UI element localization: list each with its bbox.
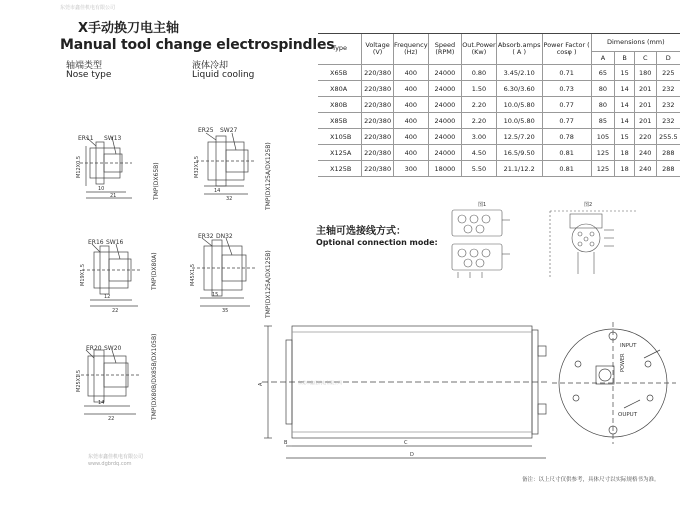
col-amps: Absorb.amps ( A ) — [496, 34, 542, 65]
table-cell: 220/380 — [362, 145, 394, 161]
table-cell: 0.77 — [542, 113, 591, 129]
nose5-label: TMP(DX80B/DX85B/DX105B) — [151, 333, 158, 420]
table-cell: 24000 — [428, 81, 462, 97]
table-cell: 24000 — [428, 113, 462, 129]
nose-drawing-4 — [190, 233, 272, 319]
table-cell: 24000 — [428, 97, 462, 113]
table-cell: 18000 — [428, 161, 462, 177]
table-cell: X125A — [318, 145, 362, 161]
table-cell: 24000 — [428, 65, 462, 81]
nose3-dim-b: 22 — [112, 308, 119, 314]
table-cell: 14 — [615, 113, 635, 129]
nose4-dim-b: 35 — [222, 308, 229, 314]
table-cell: X80A — [318, 81, 362, 97]
nose1-label: TMP(DX65B) — [153, 162, 160, 200]
table-cell: 21.1/12.2 — [496, 161, 542, 177]
nose5-sw: SW20 — [104, 345, 122, 352]
table-cell: 24000 — [428, 145, 462, 161]
table-cell: 220/380 — [362, 97, 394, 113]
input-label: INPUT — [620, 343, 637, 349]
spindle-end-view — [552, 322, 676, 444]
table-cell: 220 — [634, 129, 656, 145]
table-cell: 1.50 — [462, 81, 497, 97]
cooling-cn: 液体冷却 — [192, 61, 229, 71]
nose2-label: TMP(DX125A/DX125B) — [265, 142, 272, 210]
table-cell: 0.81 — [542, 161, 591, 177]
table-cell: X105B — [318, 129, 362, 145]
table-cell: 400 — [394, 113, 429, 129]
footer-watermark-name: 东莞市鑫佳机电有限公司 — [88, 454, 144, 460]
nose2-thread: M32X1.5 — [194, 155, 200, 178]
table-cell: 288 — [656, 145, 680, 161]
connection-cn: 主轴可选接线方式： — [316, 226, 406, 237]
table-cell: 400 — [394, 65, 429, 81]
table-cell: 125 — [591, 161, 615, 177]
connector-figure-2 — [550, 201, 638, 278]
title-en: Manual tool change electrospindles — [60, 36, 335, 53]
nose1-sw: SW13 — [104, 135, 122, 142]
table-cell: 3.00 — [462, 129, 497, 145]
table-cell: 0.73 — [542, 81, 591, 97]
spindle-side-view — [258, 326, 548, 458]
nose4-er: ER32 — [198, 233, 214, 240]
table-cell: 14 — [615, 97, 635, 113]
table-cell: 80 — [591, 81, 615, 97]
table-cell: 400 — [394, 145, 429, 161]
table-cell: 255.5 — [656, 129, 680, 145]
dim-a: A — [258, 382, 264, 386]
dim-d: D — [410, 452, 414, 458]
nose2-dim-b: 32 — [226, 196, 233, 202]
nose3-dim-a: 12 — [104, 294, 111, 300]
fig1-label: 图1 — [478, 202, 487, 208]
table-cell: 225 — [656, 65, 680, 81]
col-dim-d: D — [656, 52, 680, 65]
col-dim-c: C — [634, 52, 656, 65]
table-cell: X125B — [318, 161, 362, 177]
nose4-dim-a: 15 — [212, 292, 219, 298]
nose4-sw: DN32 — [216, 233, 233, 240]
table-cell: 240 — [634, 145, 656, 161]
table-cell: 288 — [656, 161, 680, 177]
nose-drawing-1 — [76, 135, 160, 201]
table-cell: X80B — [318, 97, 362, 113]
table-cell: 400 — [394, 129, 429, 145]
table-cell: 15 — [615, 65, 635, 81]
table-cell: 3.45/2.10 — [496, 65, 542, 81]
dim-b: B — [284, 440, 288, 446]
nose3-thread: M19X1.5 — [80, 263, 86, 286]
nose1-dim-b: 21 — [110, 193, 117, 199]
nose3-sw: SW16 — [106, 239, 124, 246]
table-cell: 12.5/7.20 — [496, 129, 542, 145]
output-label: OUPUT — [618, 412, 638, 418]
dim-c: C — [404, 440, 408, 446]
nose3-er: ER16 — [88, 239, 104, 246]
table-cell: 0.77 — [542, 97, 591, 113]
nose5-dim-a: 14 — [98, 400, 105, 406]
connection-en: Optional connection mode: — [316, 238, 438, 247]
table-cell: 18 — [615, 145, 635, 161]
table-cell: 80 — [591, 97, 615, 113]
table-cell: 16.5/9.50 — [496, 145, 542, 161]
watermark: 东莞市鑫佳机电有限公司 — [60, 5, 116, 11]
col-power-factor: Power Factor ( cosφ ) — [542, 34, 591, 65]
col-dimensions: Dimensions (mm) — [591, 34, 680, 52]
table-cell: 10.0/5.80 — [496, 113, 542, 129]
table-cell: 15 — [615, 129, 635, 145]
table-cell: 220/380 — [362, 81, 394, 97]
table-cell: 240 — [634, 161, 656, 177]
col-voltage: Voltage (V) — [362, 34, 394, 65]
table-cell: 220/380 — [362, 113, 394, 129]
table-cell: 2.20 — [462, 113, 497, 129]
footnote: 备注：以上尺寸仅供参考，具体尺寸以实际规格书为准。 — [522, 477, 660, 483]
table-cell: 232 — [656, 81, 680, 97]
table-cell: 85 — [591, 113, 615, 129]
table-cell: 10.0/5.80 — [496, 97, 542, 113]
table-cell: X65B — [318, 65, 362, 81]
col-type: Type — [318, 34, 362, 65]
table-cell: 0.81 — [542, 145, 591, 161]
table-cell: 24000 — [428, 129, 462, 145]
nose5-er: ER20 — [86, 345, 102, 352]
nose-drawing-2 — [194, 127, 272, 211]
table-cell: 300 — [394, 161, 429, 177]
nose5-thread: M25X1.5 — [76, 369, 82, 392]
title-cn: X手动换刀电主轴 — [78, 21, 180, 36]
nose-type-cn: 轴端类型 — [66, 61, 103, 71]
nose5-dim-b: 22 — [108, 416, 115, 422]
table-cell: 232 — [656, 97, 680, 113]
col-power: Out.Power (Kw) — [462, 34, 497, 65]
table-cell: 2.20 — [462, 97, 497, 113]
table-cell: 220/380 — [362, 65, 394, 81]
nose1-thread: M12X0.5 — [76, 155, 82, 178]
table-cell: 201 — [634, 97, 656, 113]
table-cell: 5.50 — [462, 161, 497, 177]
col-speed: Speed (RPM) — [428, 34, 462, 65]
table-cell: 18 — [615, 161, 635, 177]
col-frequency: Frequency (Hz) — [394, 34, 429, 65]
nose1-dim-a: 10 — [98, 186, 105, 192]
table-cell: 400 — [394, 81, 429, 97]
table-cell: 65 — [591, 65, 615, 81]
table-cell: 201 — [634, 81, 656, 97]
nose2-er: ER25 — [198, 127, 214, 134]
table-cell: 4.50 — [462, 145, 497, 161]
table-cell: 125 — [591, 145, 615, 161]
table-cell: 400 — [394, 97, 429, 113]
nose1-er: ER11 — [78, 135, 94, 142]
nose4-label: TMP(DX125A/DX125B) — [265, 250, 272, 318]
table-cell: 220/380 — [362, 129, 394, 145]
table-cell: 105 — [591, 129, 615, 145]
drawing-watermark: 东莞市鑫佳机电有限公司 — [298, 380, 342, 385]
nose2-sw: SW27 — [220, 127, 238, 134]
footer-watermark — [88, 454, 143, 468]
table-cell: 220/380 — [362, 161, 394, 177]
fig2-label: 图2 — [584, 202, 593, 208]
nose2-dim-a: 14 — [214, 188, 221, 194]
nose-drawing-3 — [80, 239, 158, 314]
footer-watermark-url: www.dgbrdq.com — [88, 461, 132, 467]
table-cell: 14 — [615, 81, 635, 97]
table-cell: 0.78 — [542, 129, 591, 145]
power-label: POWER — [620, 353, 626, 372]
table-cell: 0.71 — [542, 65, 591, 81]
col-dim-a: A — [591, 52, 615, 65]
table-cell: 0.80 — [462, 65, 497, 81]
table-cell: 201 — [634, 113, 656, 129]
nose4-thread: M45X1.5 — [190, 263, 196, 286]
table-cell: 6.30/3.60 — [496, 81, 542, 97]
nose-type-en: Nose type — [66, 70, 112, 80]
table-cell: 180 — [634, 65, 656, 81]
table-cell: 232 — [656, 113, 680, 129]
table-cell: X85B — [318, 113, 362, 129]
cooling-en: Liquid cooling — [192, 70, 255, 80]
col-dim-b: B — [615, 52, 635, 65]
nose-drawing-5 — [76, 334, 158, 422]
connector-figure-1 — [452, 201, 510, 278]
nose3-label: TMP(DX80A) — [151, 252, 158, 290]
